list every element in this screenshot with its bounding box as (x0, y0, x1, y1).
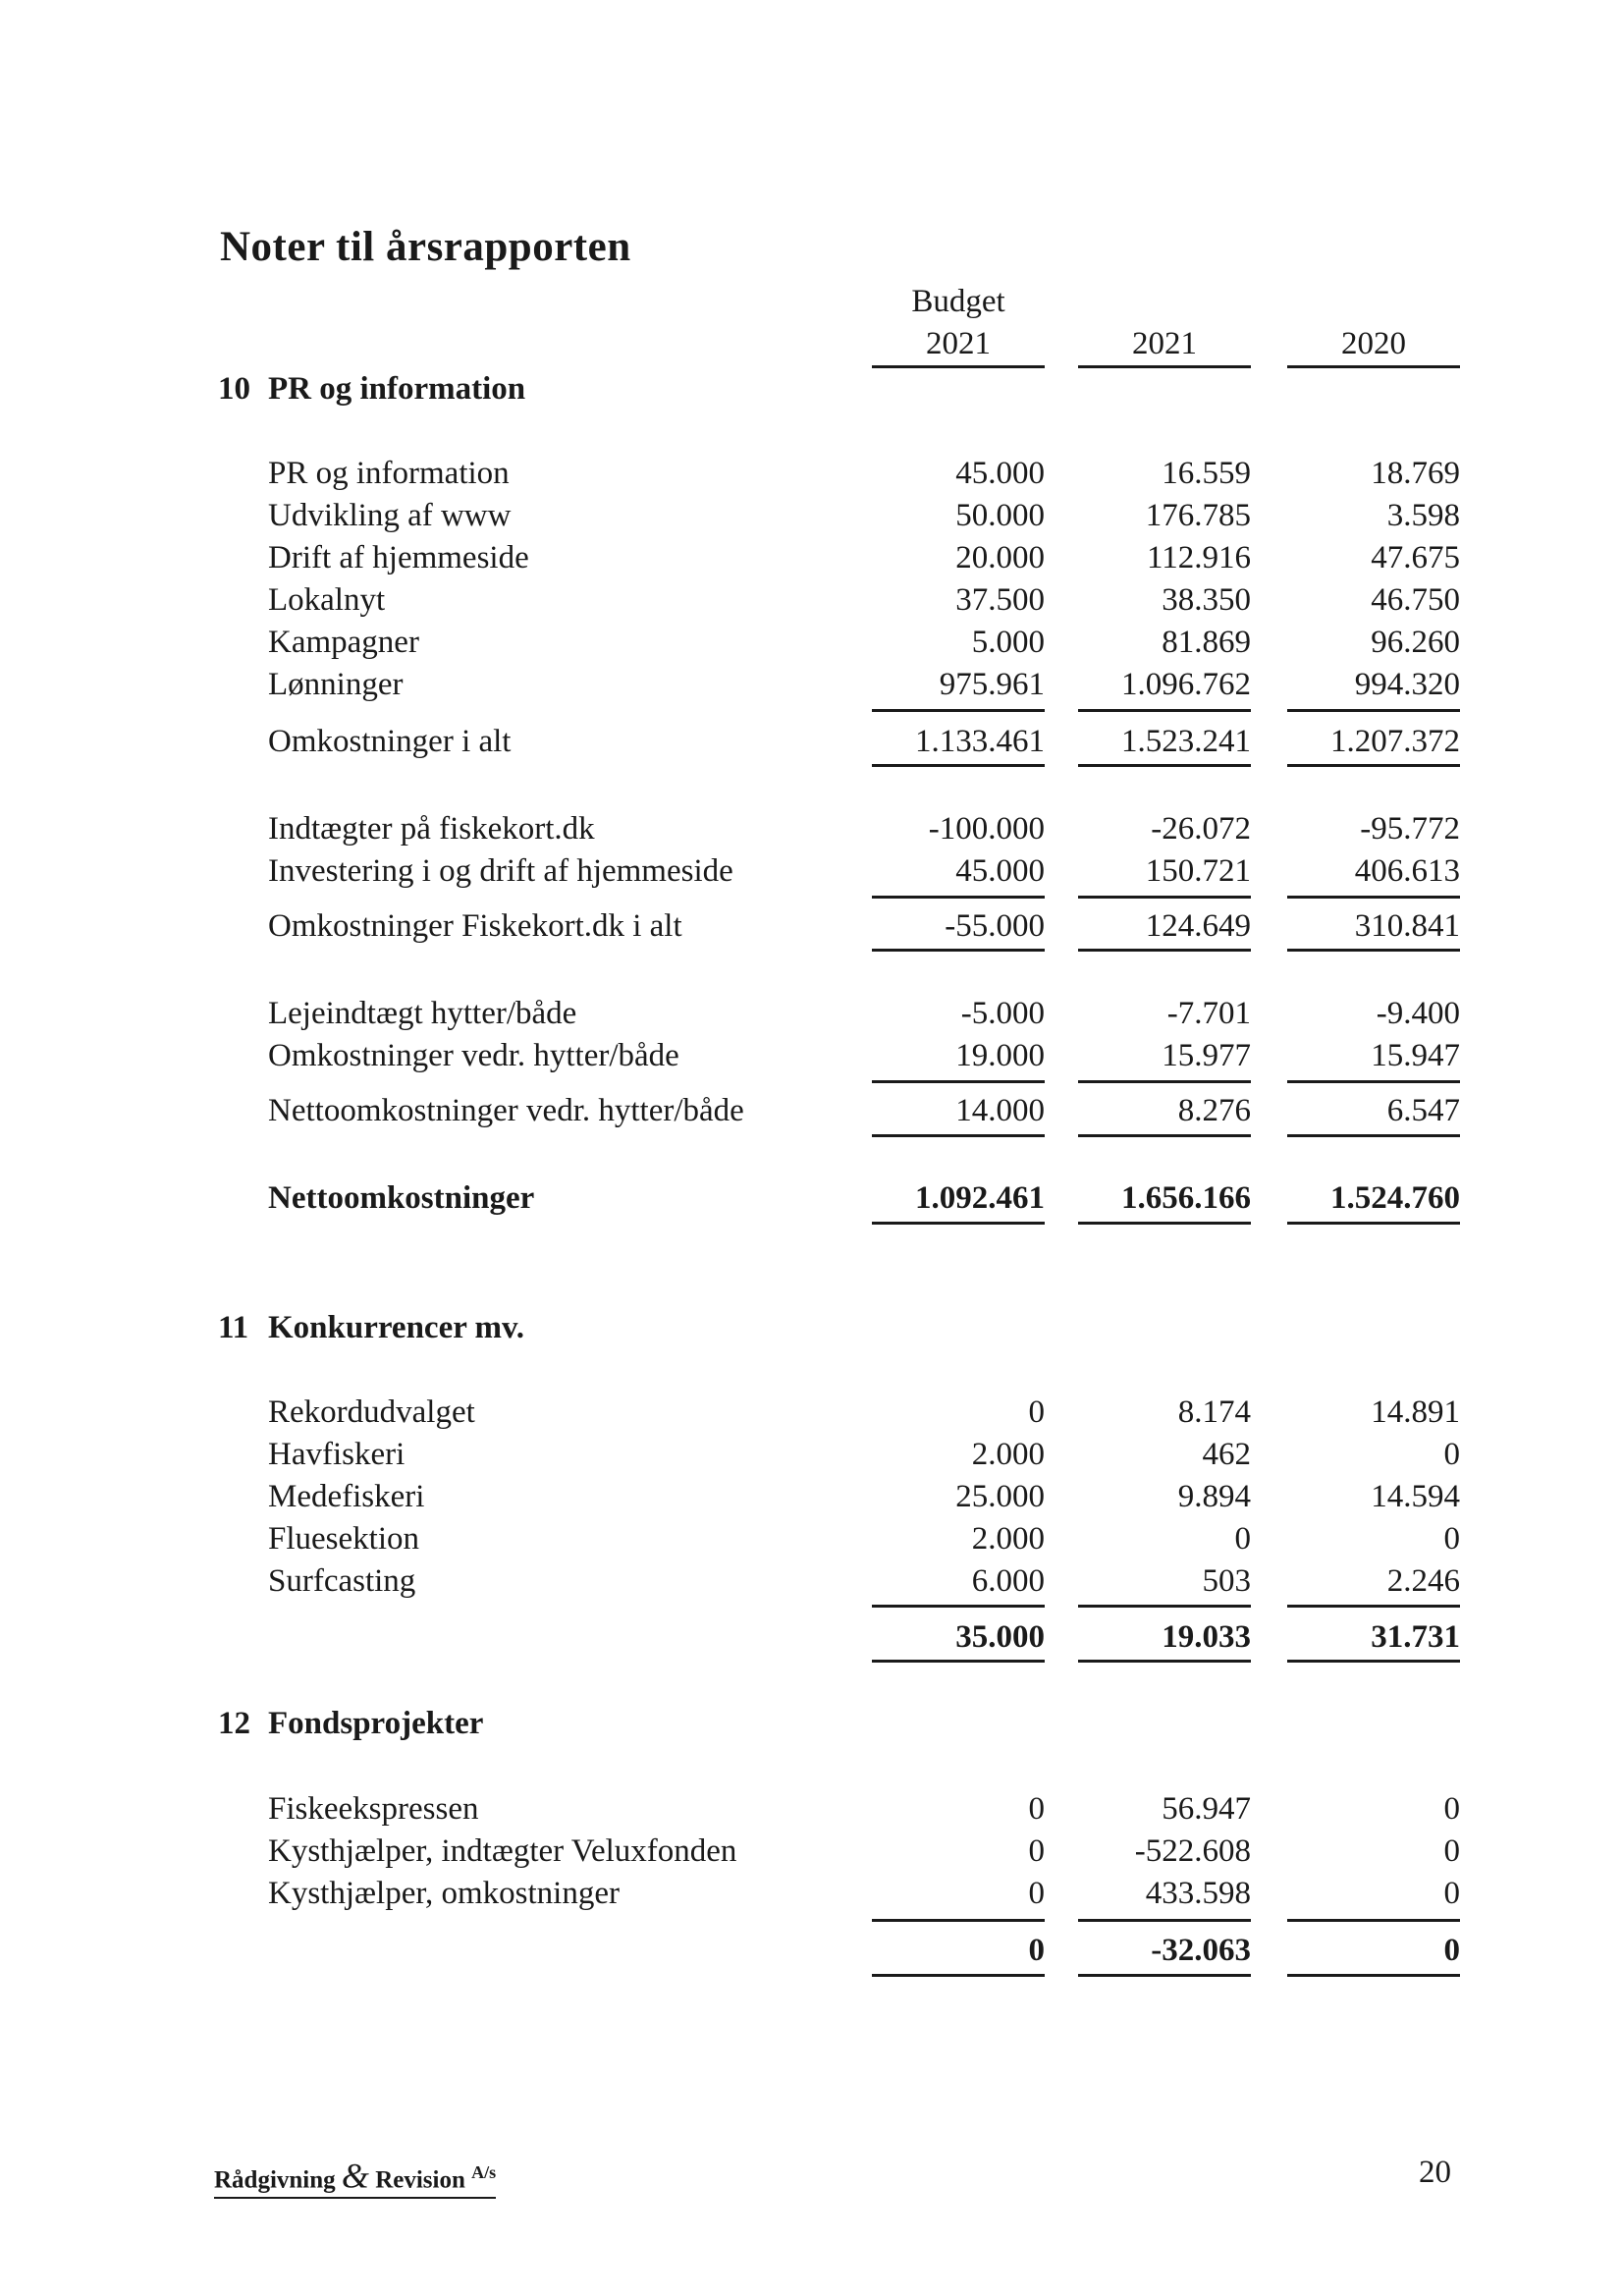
section-number: 10 (218, 371, 250, 407)
footer-company-logo (214, 2156, 496, 2199)
table-row (0, 1789, 1623, 1829)
section-title: Konkurrencer mv. (268, 1310, 524, 1345)
subtotal-rule (1078, 1134, 1251, 1137)
actual-2021-value: -32.063 (1151, 1933, 1251, 1968)
actual-2021-value: 1.656.166 (1121, 1180, 1251, 1216)
section-title: Fondsprojekter (268, 1706, 484, 1741)
actual-2021-value: 38.350 (1162, 582, 1251, 618)
actual-2020-value: 31.731 (1371, 1619, 1460, 1655)
actual-2021-value: 462 (1202, 1437, 1251, 1472)
total-row (0, 1931, 1623, 1970)
actual-2020-value: 14.891 (1371, 1394, 1460, 1430)
budget-2021-value: -5.000 (960, 996, 1045, 1031)
row-label: Medefiskeri (268, 1479, 425, 1514)
subtotal-rule (872, 709, 1045, 712)
row-label: Investering i og drift af hjemmeside (268, 853, 733, 889)
actual-2021-value: 503 (1202, 1563, 1251, 1599)
budget-2021-value: 35.000 (955, 1619, 1045, 1655)
actual-2021-value: 433.598 (1145, 1876, 1251, 1911)
section-number: 11 (218, 1310, 249, 1345)
budget-2021-value: 19.000 (955, 1038, 1045, 1073)
actual-2021-value: 112.916 (1146, 540, 1251, 575)
actual-2021-value: 8.174 (1177, 1394, 1251, 1430)
actual-2021-value: 16.559 (1162, 456, 1251, 491)
total-rule (872, 1222, 1045, 1225)
table-row (0, 994, 1623, 1033)
actual-2020-value: -95.772 (1360, 811, 1460, 847)
actual-2021-value: 124.649 (1145, 908, 1251, 944)
row-label: Kysthjælper, omkostninger (268, 1876, 620, 1911)
page-number: 20 (1419, 2155, 1451, 2190)
subtotal-rule (872, 1919, 1045, 1922)
actual-2020-value: 0 (1443, 1833, 1460, 1869)
actual-2020-value: 0 (1443, 1791, 1460, 1827)
budget-2021-value: 50.000 (955, 498, 1045, 533)
subtotal-rule (872, 1080, 1045, 1083)
subtotal-rule (1287, 1919, 1460, 1922)
actual-2020-value: 14.594 (1371, 1479, 1460, 1514)
actual-2021-value: -26.072 (1151, 811, 1251, 847)
budget-2021-value: 1.092.461 (915, 1180, 1045, 1216)
actual-2020-value: -9.400 (1376, 996, 1460, 1031)
budget-2021-value: 0 (1028, 1833, 1045, 1869)
actual-2020-value: 2.246 (1386, 1563, 1460, 1599)
subtotal-rule (872, 896, 1045, 899)
table-row (0, 809, 1623, 848)
page-title: Noter til årsrapporten (220, 224, 631, 270)
column-header-budget-year: 2021 (926, 326, 991, 361)
total-rule (1078, 1974, 1251, 1977)
table-row (0, 1561, 1623, 1601)
actual-2020-value: 310.841 (1354, 908, 1460, 944)
budget-2021-value: 0 (1028, 1791, 1045, 1827)
actual-2020-value: 0 (1443, 1876, 1460, 1911)
row-label: Omkostninger Fiskekort.dk i alt (268, 908, 682, 944)
subtotal-rule (1287, 896, 1460, 899)
budget-2021-value: 25.000 (955, 1479, 1045, 1514)
table-row (0, 1477, 1623, 1516)
actual-2021-value: 9.894 (1177, 1479, 1251, 1514)
budget-2021-value: -55.000 (945, 908, 1045, 944)
subtotal-rule (872, 764, 1045, 767)
budget-2021-value: 0 (1028, 1933, 1045, 1968)
row-label: Havfiskeri (268, 1437, 406, 1472)
actual-2020-value: 96.260 (1371, 625, 1460, 660)
total-rule (1287, 1974, 1460, 1977)
subtotal-row (0, 906, 1623, 946)
actual-2020-value: 1.207.372 (1330, 724, 1460, 759)
column-header-2020: 2020 (1341, 326, 1406, 361)
row-label: Kampagner (268, 625, 419, 660)
table-row (0, 496, 1623, 535)
total-row (0, 1178, 1623, 1218)
subtotal-rule (872, 1134, 1045, 1137)
table-row (0, 538, 1623, 577)
budget-2021-value: 6.000 (971, 1563, 1045, 1599)
actual-2020-value: 18.769 (1371, 456, 1460, 491)
subtotal-rule (1078, 1605, 1251, 1608)
actual-2021-value: 1.096.762 (1121, 667, 1251, 702)
actual-2020-value: 6.547 (1386, 1093, 1460, 1128)
header-rule (872, 365, 1045, 368)
budget-2021-value: 0 (1028, 1876, 1045, 1911)
budget-2021-value: 45.000 (955, 456, 1045, 491)
subtotal-rule (1078, 949, 1251, 952)
subtotal-rule (1287, 1134, 1460, 1137)
table-row (0, 1519, 1623, 1558)
budget-2021-value: -100.000 (928, 811, 1045, 847)
actual-2020-value: 406.613 (1354, 853, 1460, 889)
brand-name-first: Rådgivning (214, 2166, 336, 2194)
subtotal-rule (1287, 1080, 1460, 1083)
actual-2020-value: 3.598 (1386, 498, 1460, 533)
brand-name-second: Revision (375, 2166, 465, 2194)
total-rule (1078, 1222, 1251, 1225)
budget-2021-value: 2.000 (971, 1521, 1045, 1557)
column-header-2021: 2021 (1132, 326, 1197, 361)
subtotal-rule (1078, 1919, 1251, 1922)
actual-2020-value: 15.947 (1371, 1038, 1460, 1073)
section-title: PR og information (268, 371, 526, 407)
header-rule (1078, 365, 1251, 368)
row-label: Indtægter på fiskekort.dk (268, 811, 595, 847)
total-rule (872, 1660, 1045, 1663)
subtotal-rule (872, 1605, 1045, 1608)
row-label: Omkostninger vedr. hytter/både (268, 1038, 679, 1073)
row-label: Nettoomkostninger (268, 1180, 535, 1216)
actual-2020-value: 994.320 (1354, 667, 1460, 702)
row-label: Fiskeekspressen (268, 1791, 479, 1827)
subtotal-row (0, 722, 1623, 761)
total-row (0, 1617, 1623, 1657)
row-label: Surfcasting (268, 1563, 416, 1599)
section-heading-10 (0, 369, 1623, 409)
table-row (0, 851, 1623, 891)
actual-2021-value: 150.721 (1145, 853, 1251, 889)
row-label: Lokalnyt (268, 582, 386, 618)
row-label: Rekordudvalget (268, 1394, 475, 1430)
actual-2021-value: 8.276 (1177, 1093, 1251, 1128)
row-label: Fluesektion (268, 1521, 419, 1557)
subtotal-rule (1078, 764, 1251, 767)
section-heading-11 (0, 1308, 1623, 1347)
table-row (0, 1831, 1623, 1871)
actual-2021-value: 1.523.241 (1121, 724, 1251, 759)
budget-2021-value: 975.961 (939, 667, 1045, 702)
table-row (0, 580, 1623, 620)
actual-2020-value: 47.675 (1371, 540, 1460, 575)
row-label: Drift af hjemmeside (268, 540, 529, 575)
table-row (0, 454, 1623, 493)
subtotal-rule (1078, 709, 1251, 712)
budget-2021-value: 37.500 (955, 582, 1045, 618)
actual-2021-value: -7.701 (1166, 996, 1251, 1031)
budget-2021-value: 14.000 (955, 1093, 1045, 1128)
budget-2021-value: 5.000 (971, 625, 1045, 660)
table-row (0, 665, 1623, 704)
row-label: Kysthjælper, indtægter Veluxfonden (268, 1833, 737, 1869)
table-row (0, 1036, 1623, 1075)
actual-2020-value: 0 (1443, 1933, 1460, 1968)
brand-ampersand: & (341, 2156, 369, 2196)
row-label: PR og information (268, 456, 510, 491)
subtotal-row (0, 1091, 1623, 1130)
subtotal-rule (1287, 709, 1460, 712)
subtotal-rule (872, 949, 1045, 952)
total-rule (1078, 1660, 1251, 1663)
row-label: Omkostninger i alt (268, 724, 512, 759)
subtotal-rule (1078, 896, 1251, 899)
table-row (0, 1874, 1623, 1913)
actual-2021-value: 0 (1234, 1521, 1251, 1557)
actual-2020-value: 0 (1443, 1521, 1460, 1557)
budget-2021-value: 45.000 (955, 853, 1045, 889)
total-rule (872, 1974, 1045, 1977)
row-label: Udvikling af www (268, 498, 512, 533)
budget-2021-value: 20.000 (955, 540, 1045, 575)
budget-2021-value: 1.133.461 (915, 724, 1045, 759)
actual-2021-value: -522.608 (1134, 1833, 1251, 1869)
budget-2021-value: 2.000 (971, 1437, 1045, 1472)
subtotal-rule (1287, 949, 1460, 952)
table-row (0, 1435, 1623, 1474)
budget-2021-value: 0 (1028, 1394, 1045, 1430)
subtotal-rule (1287, 764, 1460, 767)
actual-2021-value: 176.785 (1145, 498, 1251, 533)
total-rule (1287, 1660, 1460, 1663)
row-label: Lejeindtægt hytter/både (268, 996, 577, 1031)
actual-2020-value: 1.524.760 (1330, 1180, 1460, 1216)
brand-suffix: A/s (471, 2162, 497, 2182)
section-number: 12 (218, 1706, 250, 1741)
subtotal-rule (1078, 1080, 1251, 1083)
actual-2021-value: 81.869 (1162, 625, 1251, 660)
row-label: Nettoomkostninger vedr. hytter/både (268, 1093, 744, 1128)
actual-2021-value: 15.977 (1162, 1038, 1251, 1073)
total-rule (1287, 1222, 1460, 1225)
actual-2020-value: 0 (1443, 1437, 1460, 1472)
actual-2021-value: 56.947 (1162, 1791, 1251, 1827)
table-row (0, 623, 1623, 662)
actual-2020-value: 46.750 (1371, 582, 1460, 618)
actual-2021-value: 19.033 (1162, 1619, 1251, 1655)
header-rule (1287, 365, 1460, 368)
subtotal-rule (1287, 1605, 1460, 1608)
column-header-budget-word: Budget (911, 284, 1005, 319)
row-label: Lønninger (268, 667, 404, 702)
section-heading-12 (0, 1704, 1623, 1743)
table-row (0, 1393, 1623, 1432)
